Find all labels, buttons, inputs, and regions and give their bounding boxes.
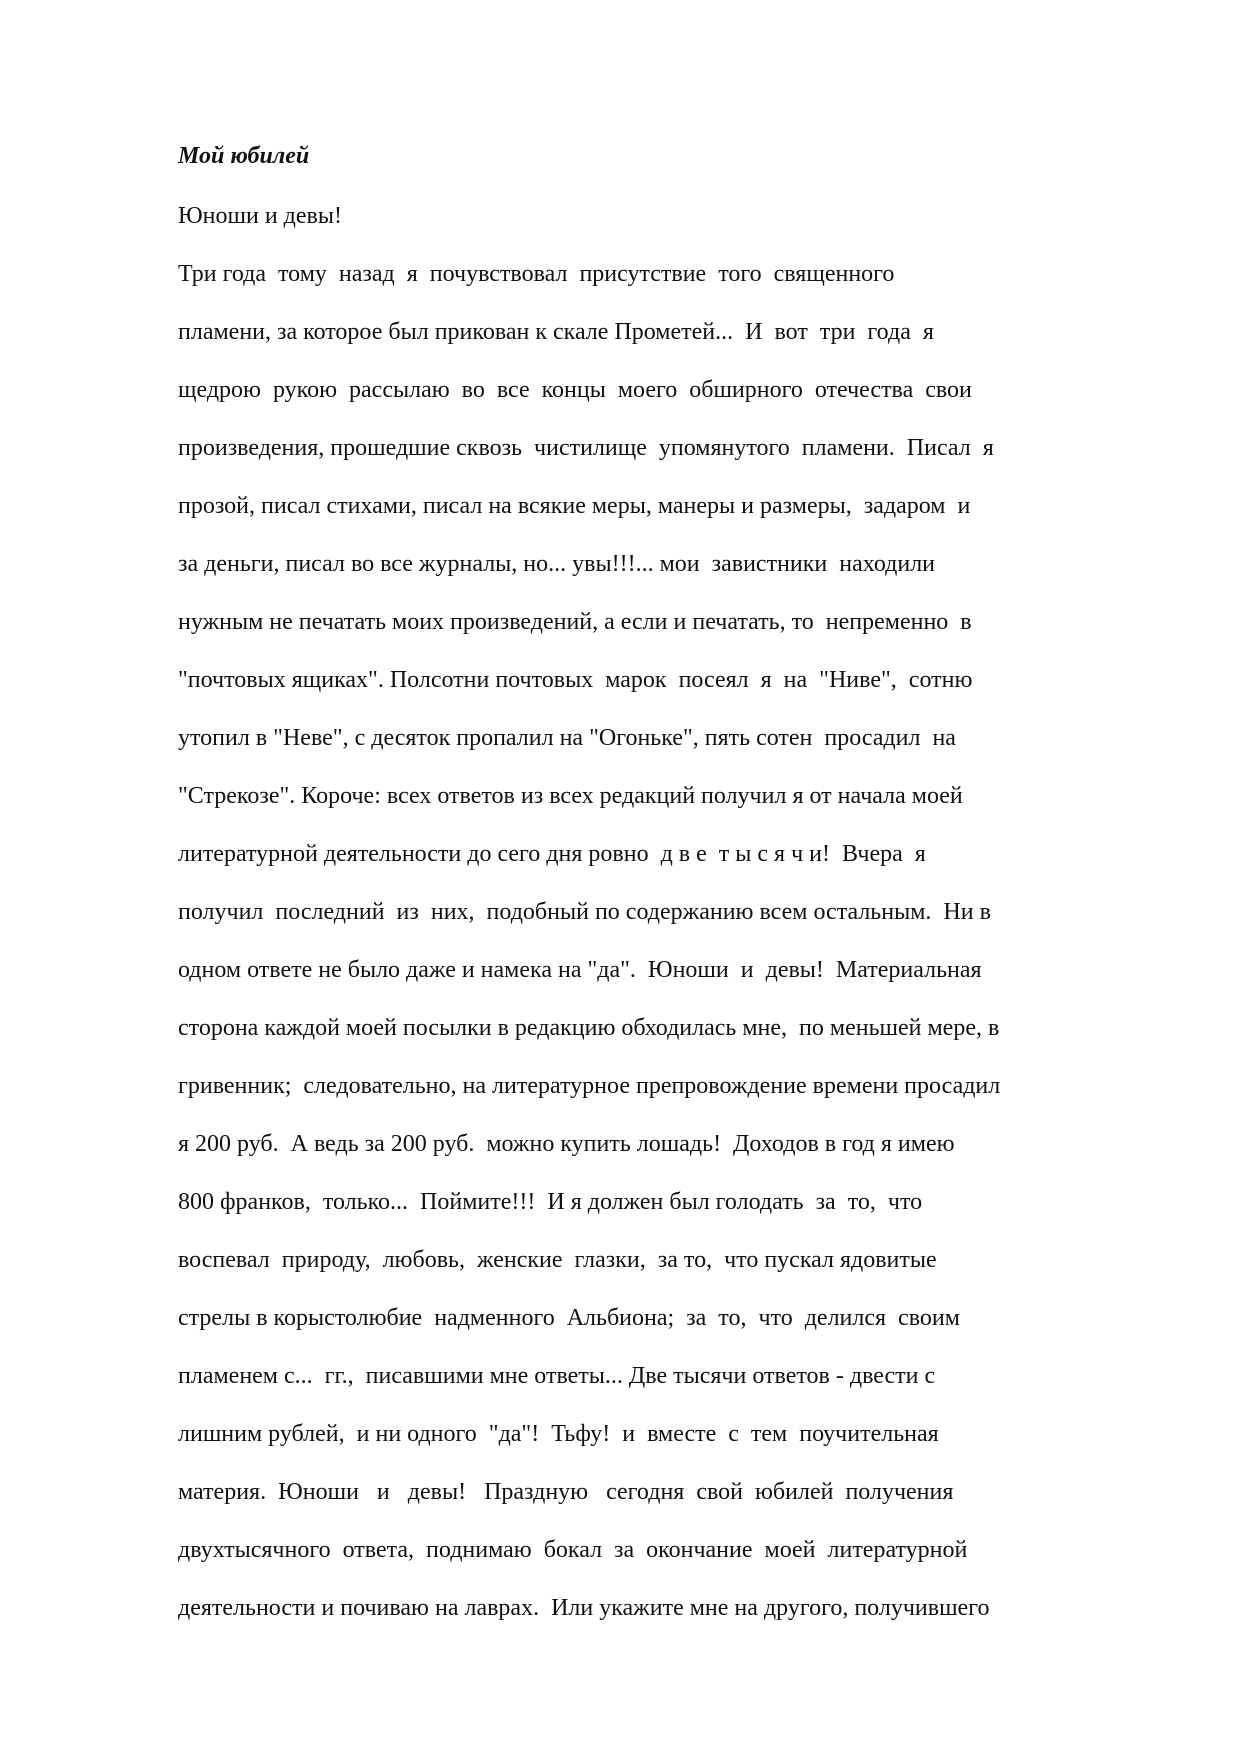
text-line: пламени, за которое был прикован к скале Прометей... И вот три года я <box>178 319 934 345</box>
text-line: я 200 руб. А ведь за 200 руб. можно купить лошадь! Доходов в год я имею <box>178 1131 955 1157</box>
text-line: щедрою рукою рассылаю во все концы моего обширного отечества свои <box>178 377 972 403</box>
text-line: нужным не печатать моих произведений, а если и печатать, то непременно в <box>178 609 972 635</box>
text-line: воспевал природу, любовь, женские глазки, за то, что пускал ядовитые <box>178 1247 937 1273</box>
greeting-line: Юноши и девы! <box>178 203 342 229</box>
text-line: прозой, писал стихами, писал на всякие меры, манеры и размеры, задаром и <box>178 493 971 519</box>
text-line: за деньги, писал во все журналы, но... увы!!!... мои завистники находили <box>178 551 936 577</box>
body-text <box>178 256 1058 1648</box>
text-line: лишним рублей, и ни одного "да"! Тьфу! и вместе с тем поучительная <box>178 1421 939 1447</box>
text-line: двухтысячного ответа, поднимаю бокал за окончание моей литературной <box>178 1537 968 1563</box>
text-line: "почтовых ящиках". Полсотни почтовых марок посеял я на "Ниве", сотню <box>178 667 973 693</box>
page-title: Мой юбилей <box>178 143 310 169</box>
text-line: пламенем с... гг., писавшими мне ответы... Две тысячи ответов - двести с <box>178 1363 936 1389</box>
text-line: получил последний из них, подобный по содержанию всем остальным. Ни в <box>178 899 991 925</box>
text-line: Три года тому назад я почувствовал присутствие того священного <box>178 261 895 287</box>
text-line: произведения, прошедшие сквозь чистилище упомянутого пламени. Писал я <box>178 435 994 461</box>
text-line: гривенник; следовательно, на литературное препровождение времени просадил <box>178 1073 1001 1099</box>
text-line: утопил в "Неве", с десяток пропалил на "Огоньке", пять сотен просадил на <box>178 725 956 751</box>
text-line: деятельности и почиваю на лаврах. Или укажите мне на другого, получившего <box>178 1595 990 1621</box>
text-line: одном ответе не было даже и намека на "да". Юноши и девы! Материальная <box>178 957 982 983</box>
text-line: стрелы в корыстолюбие надменного Альбиона; за то, что делился своим <box>178 1305 960 1331</box>
text-line: материя. Юноши и девы! Праздную сегодня свой юбилей получения <box>178 1479 954 1505</box>
text-line: сторона каждой моей посылки в редакцию обходилась мне, по меньшей мере, в <box>178 1015 1000 1041</box>
text-line: 800 франков, только... Поймите!!! И я должен был голодать за то, что <box>178 1189 923 1215</box>
text-line: литературной деятельности до сего дня ровно д в е т ы с я ч и! Вчера я <box>178 841 926 867</box>
text-line: "Стрекозе". Короче: всех ответов из всех редакций получил я от начала моей <box>178 783 963 809</box>
